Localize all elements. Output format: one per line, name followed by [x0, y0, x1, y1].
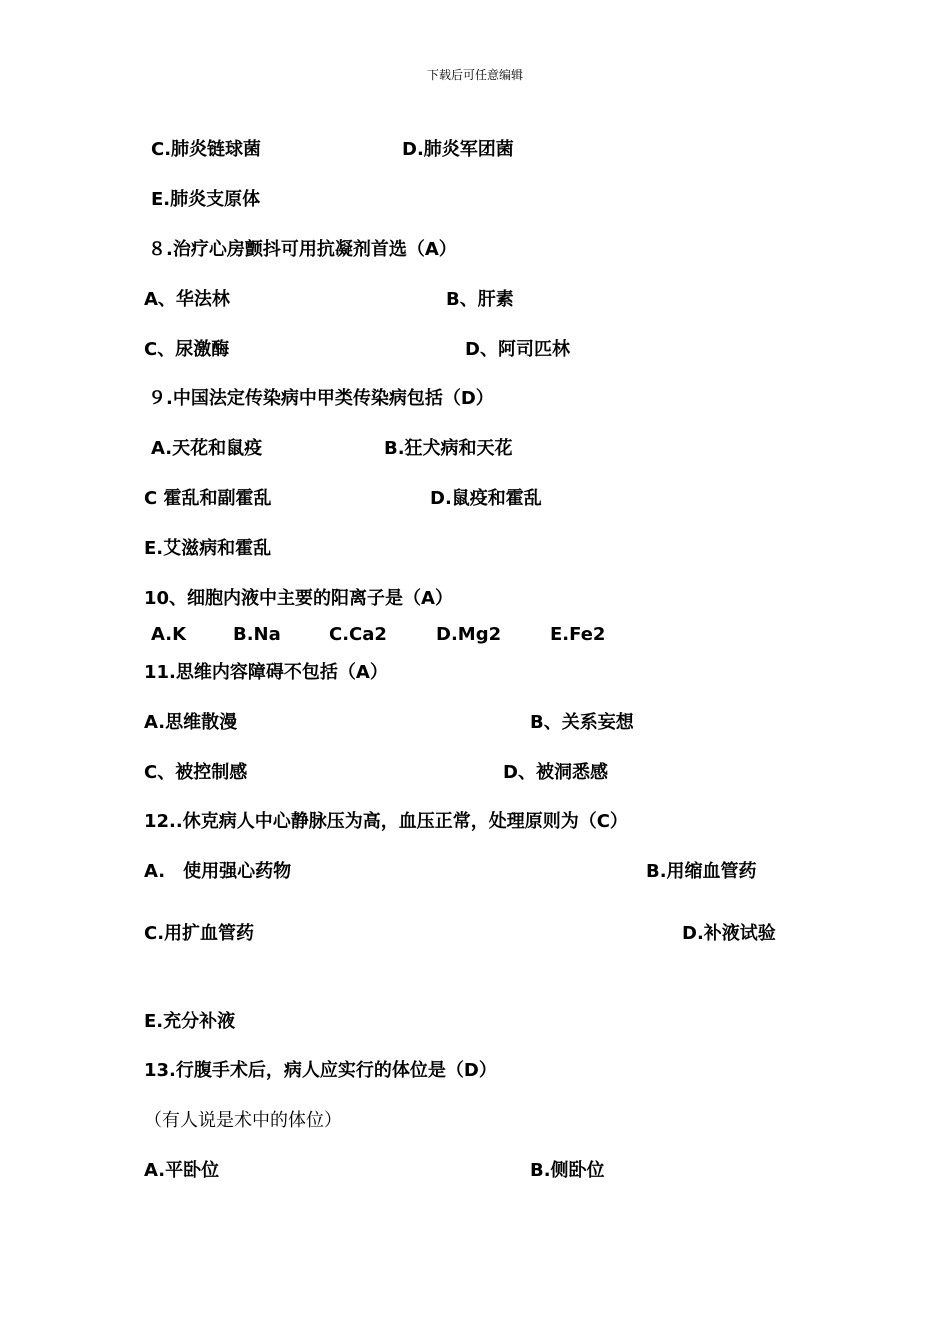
- option-11c: C、被控制感: [144, 762, 248, 783]
- option-10e: E.Fe2: [550, 624, 606, 645]
- option-8c: C、尿激酶: [144, 339, 230, 360]
- question-10: 10、细胞内液中主要的阳离子是（A）: [144, 588, 453, 609]
- option-12c: C.用扩血管药: [144, 923, 255, 944]
- option-8a: A、华法林: [144, 289, 230, 310]
- option-12d: D.补液试验: [682, 923, 776, 944]
- option-9e: E.艾滋病和霍乱: [144, 538, 272, 559]
- option-11d: D、被洞悉感: [503, 762, 608, 783]
- option-10a: A.K: [151, 624, 187, 645]
- option-9d: D.鼠疫和霍乱: [430, 488, 542, 509]
- option-8d: D、阿司匹林: [465, 339, 570, 360]
- question-8: ８.治疗心房颤抖可用抗凝剂首选（A）: [148, 239, 457, 260]
- question-13-note: （有人说是术中的体位）: [144, 1110, 342, 1131]
- option-9a: A.天花和鼠疫: [151, 438, 263, 459]
- option-8b: B、肝素: [446, 289, 514, 310]
- option-13b: B.侧卧位: [530, 1160, 605, 1181]
- option-7c: C.肺炎链球菌: [151, 139, 262, 160]
- question-12: 12..休克病人中心静脉压为高，血压正常，处理原则为（C）: [144, 811, 628, 832]
- option-7d: D.肺炎军团菌: [402, 139, 514, 160]
- option-9b: B.狂犬病和天花: [384, 438, 513, 459]
- option-12e: E.充分补液: [144, 1011, 236, 1032]
- question-9: ９.中国法定传染病中甲类传染病包括（D）: [148, 388, 494, 409]
- option-7e: E.肺炎支原体: [151, 189, 261, 210]
- option-12b: B.用缩血管药: [646, 861, 757, 882]
- page-header: 下载后可任意编辑: [426, 68, 523, 82]
- option-10c: C.Ca2: [329, 624, 387, 645]
- option-11b: B、关系妄想: [530, 712, 634, 733]
- question-13: 13.行腹手术后，病人应实行的体位是（D）: [144, 1060, 497, 1081]
- option-13a: A.平卧位: [144, 1160, 220, 1181]
- option-9c: C 霍乱和副霍乱: [144, 488, 272, 509]
- option-10b: B.Na: [233, 624, 281, 645]
- option-11a: A.思维散漫: [144, 712, 238, 733]
- option-12a: A. 使用强心药物: [144, 861, 292, 882]
- question-11: 11.思维内容障碍不包括（A）: [144, 662, 388, 683]
- option-10d: D.Mg2: [436, 624, 502, 645]
